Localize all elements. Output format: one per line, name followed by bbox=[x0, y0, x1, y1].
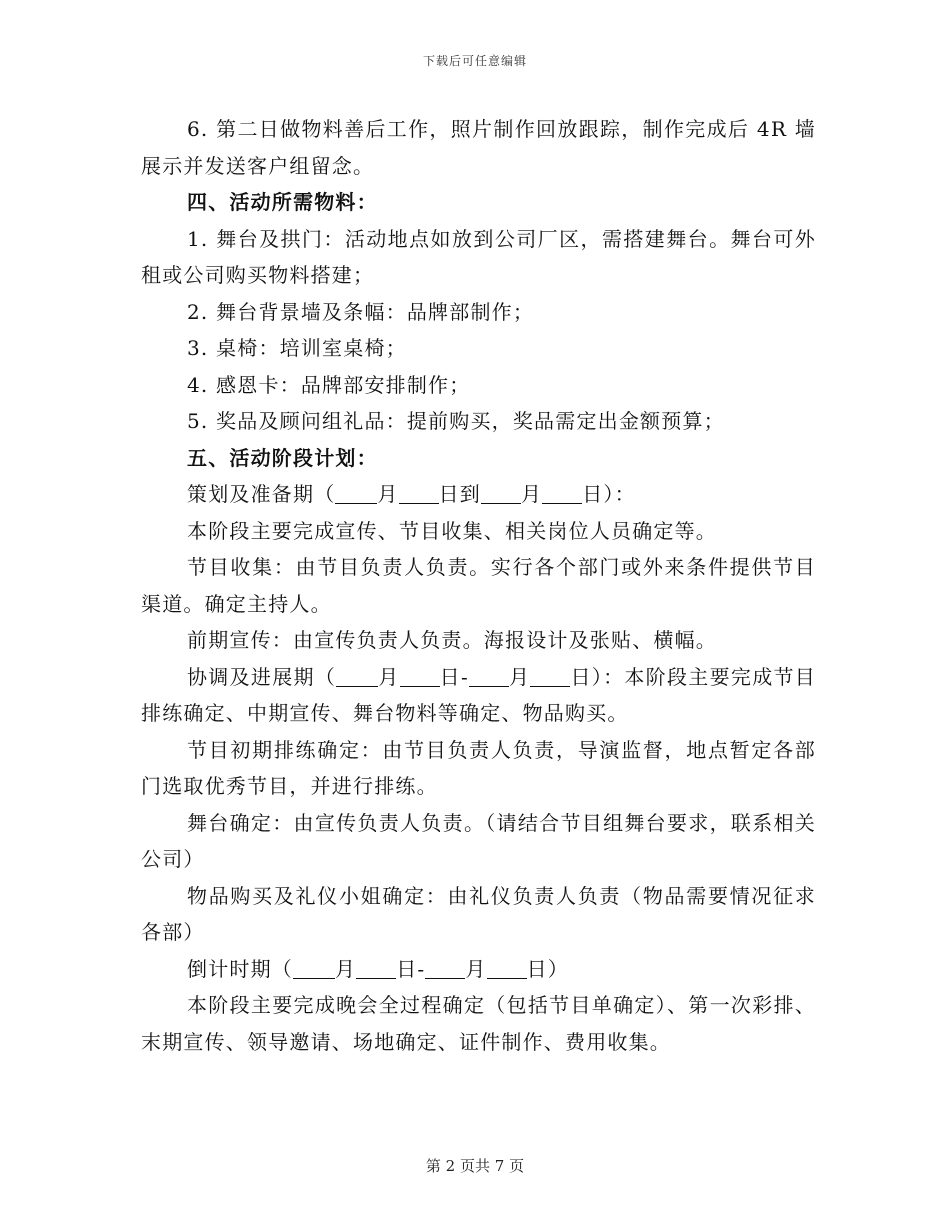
paragraph-phase1-summary: 本阶段主要完成宣传、节目收集、相关岗位人员确定等。 bbox=[187, 518, 717, 543]
paragraph-backdrop: 2. 舞台背景墙及条幅：品牌部制作； bbox=[187, 299, 535, 324]
section-heading-plan: 五、活动阶段计划： bbox=[187, 445, 378, 470]
page-footer: 第 2 页共 7 页 bbox=[425, 1157, 525, 1175]
phase2-day-dash: 日- bbox=[439, 664, 469, 689]
phase1-day-to: 日到 bbox=[438, 482, 482, 506]
paragraph-phase-planning bbox=[141, 476, 816, 513]
phase1-month1: 月 bbox=[377, 482, 399, 506]
date-blank bbox=[399, 483, 439, 504]
date-blank bbox=[335, 483, 377, 504]
date-blank bbox=[400, 666, 440, 687]
paragraph-phase-coordination bbox=[141, 659, 816, 732]
phase2-month1: 月 bbox=[378, 664, 400, 689]
date-blank bbox=[293, 958, 335, 979]
paragraph-chairs: 3. 桌椅：培训室桌椅； bbox=[187, 336, 407, 360]
date-blank bbox=[469, 666, 509, 687]
phase3-month1: 月 bbox=[335, 956, 357, 981]
date-blank bbox=[487, 958, 527, 979]
paragraph-early-promotion: 前期宣传：由宣传负责人负责。海报设计及张贴、横幅。 bbox=[187, 628, 717, 652]
page-header: 下载后可任意编辑 bbox=[422, 54, 527, 68]
paragraph-cards: 4. 感恩卡：品牌部安排制作； bbox=[187, 372, 471, 397]
phase2-suffix: 日）：本阶段主要完成节目排练确定、中期宣传、舞台物料等确定、物品购买。 bbox=[141, 664, 817, 725]
document-body bbox=[141, 111, 816, 1060]
paragraph-stage: 1. 舞台及拱门：活动地点如放到公司厂区，需搭建舞台。舞台可外租或公司购买物料搭建； bbox=[141, 226, 816, 287]
phase3-suffix: 日） bbox=[526, 956, 569, 981]
date-blank bbox=[356, 958, 396, 979]
paragraph-rehearsal: 节目初期排练确定：由节目负责人负责，导演监督，地点暂定各部门选取优秀节目，并进行排练。 bbox=[141, 737, 816, 798]
paragraph-purchase: 物品购买及礼仪小姐确定：由礼仪负责人负责（物品需要情况征求各部） bbox=[141, 883, 816, 944]
phase1-suffix: 日）： bbox=[582, 482, 636, 506]
paragraph-program-collection: 节目收集：由节目负责人负责。实行各个部门或外来条件提供节目渠道。确定主持人。 bbox=[141, 555, 816, 616]
paragraph-phase-countdown bbox=[141, 951, 816, 988]
date-blank bbox=[530, 666, 570, 687]
phase3-month2: 月 bbox=[465, 956, 487, 981]
phase2-prefix: 协调及进展期（ bbox=[187, 664, 337, 689]
date-blank bbox=[336, 666, 378, 687]
paragraph-item-6: 6. 第二日做物料善后工作，照片制作回放跟踪，制作完成后 4R 墙展示并发送客户组留念。 bbox=[141, 117, 816, 178]
phase2-month2: 月 bbox=[508, 664, 531, 689]
date-blank bbox=[542, 483, 582, 504]
section-heading-materials: 四、活动所需物料： bbox=[187, 190, 378, 214]
date-blank bbox=[481, 483, 521, 504]
phase3-day-dash: 日- bbox=[396, 956, 426, 981]
phase1-month2: 月 bbox=[521, 482, 543, 506]
phase1-prefix: 策划及准备期（ bbox=[187, 482, 336, 506]
phase3-prefix: 倒计时期（ bbox=[187, 956, 293, 981]
paragraph-stage-confirm: 舞台确定：由宣传负责人负责。（请结合节目组舞台要求，联系相关公司） bbox=[141, 810, 816, 871]
paragraph-phase3-summary: 本阶段主要完成晚会全过程确定（包括节目单确定）、第一次彩排、末期宣传、领导邀请、场地确定、证件制作、费用收集。 bbox=[141, 993, 816, 1054]
paragraph-prizes: 5. 奖品及顾问组礼品：提前购买，奖品需定出金额预算； bbox=[187, 409, 725, 433]
date-blank bbox=[425, 958, 465, 979]
